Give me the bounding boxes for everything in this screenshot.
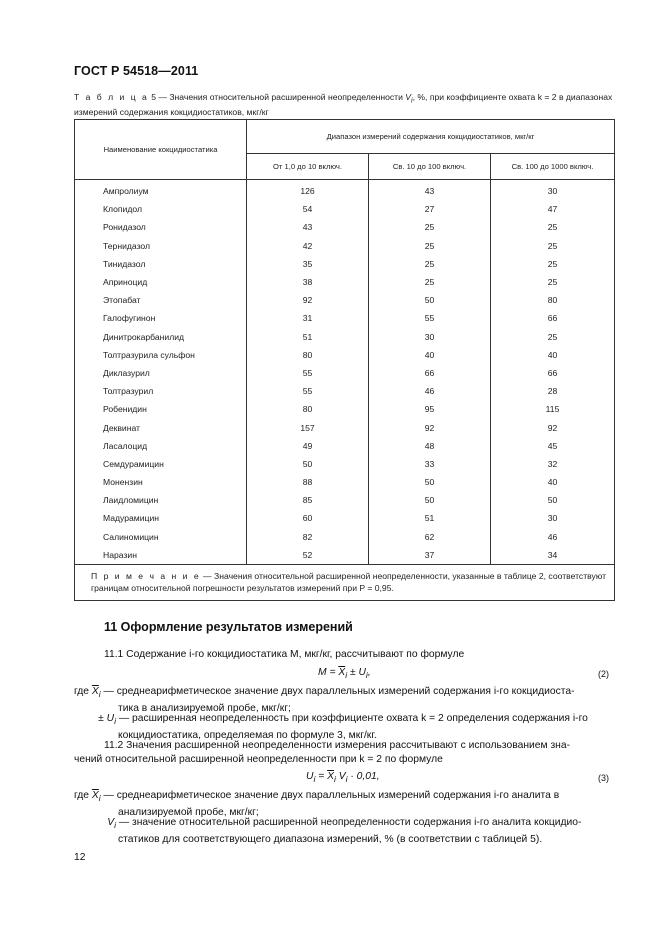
document-code: ГОСТ Р 54518—2011: [74, 64, 199, 78]
cell-range-3: 25: [491, 237, 615, 255]
cell-range-1: 52: [247, 546, 369, 565]
formula-2: [318, 666, 371, 683]
cell-range-2: 25: [369, 255, 491, 273]
cell-range-3: 25: [491, 328, 615, 346]
cell-range-2: 37: [369, 546, 491, 565]
table-caption-label: Т а б л и ц а: [74, 92, 149, 102]
cell-range-2: 40: [369, 346, 491, 364]
table-caption-var-sub: i: [411, 96, 413, 105]
cell-name: Ласалоцид: [75, 437, 247, 455]
table-row: [75, 546, 615, 565]
cell-name: Наразин: [75, 546, 247, 565]
cell-name: Ампролиум: [75, 180, 247, 201]
def2-text1: — расширенная неопределенность при коэффициенте охвата k = 2 определения содержания i-го: [116, 713, 588, 724]
formula-2-usub: i: [365, 670, 368, 681]
table-caption-rest: , %, при коэффициенте охвата k = 2 в диапазонах измерений содержания кокцидиостатиков, мкг/кг: [74, 92, 613, 118]
cell-range-1: 88: [247, 473, 369, 491]
cell-range-3: 92: [491, 418, 615, 436]
cell-name: Тинидазол: [75, 255, 247, 273]
cell-range-1: 157: [247, 418, 369, 436]
cell-name: Клопидол: [75, 200, 247, 218]
def3-text2: анализируемой пробе, мкг/кг;: [118, 806, 259, 818]
cell-name: Этопабат: [75, 291, 247, 309]
sub-header-2: Св. 10 до 100 включ.: [369, 154, 491, 180]
table-row: [75, 528, 615, 546]
def1-text2: тика в анализируемой пробе, мкг/кг;: [118, 702, 291, 714]
sub-header-1: От 1,0 до 10 включ.: [247, 154, 369, 180]
cell-name: Лаидломицин: [75, 491, 247, 509]
definition-u-i: [74, 712, 614, 742]
col-header-range: Диапазон измерений содержания кокцидиостатиков, мкг/кг: [247, 120, 615, 154]
def1-term-sub: i: [98, 689, 101, 700]
table-row: [75, 491, 615, 509]
table-row: [75, 328, 615, 346]
cell-name: Мадурамицин: [75, 509, 247, 527]
def3-text1: — среднеарифметическое значение двух параллельных измерений содержания i-го аналита в: [100, 790, 560, 801]
cell-range-2: 43: [369, 180, 491, 201]
cell-range-1: 42: [247, 237, 369, 255]
cell-range-3: 25: [491, 255, 615, 273]
definition-x-i: [74, 685, 614, 715]
def4-term: V: [107, 817, 115, 828]
formula-2-xsub: i: [345, 670, 348, 681]
formula-2-x: $\overline{X}$: [338, 667, 346, 678]
cell-range-3: 28: [491, 382, 615, 400]
def4-text2: статиков для соответствующего диапазона измерений, % (в соответствии с таблицей 5).: [118, 833, 543, 845]
formula-3-v: V: [335, 771, 346, 782]
cell-range-3: 115: [491, 400, 615, 418]
table-row: [75, 382, 615, 400]
table-row: [75, 418, 615, 436]
paragraph-11-2-line1: 11.2 Значения расширенной неопределенности измерения рассчитывают с использованием зна-: [104, 740, 571, 751]
def4-text1: — значение относительной расширенной неопределенности содержания i-го аналита кокцидио-: [116, 817, 582, 828]
table-row: [75, 473, 615, 491]
table-row: [75, 346, 615, 364]
table-note: [75, 564, 615, 600]
definition-x-i-2: [74, 789, 614, 819]
cell-name: Толтразурила сульфон: [75, 346, 247, 364]
cell-range-2: 66: [369, 364, 491, 382]
cell-range-3: 34: [491, 546, 615, 565]
formula-3-lhs: U: [306, 771, 314, 782]
cell-range-3: 66: [491, 364, 615, 382]
cell-range-3: 47: [491, 200, 615, 218]
formula-3-eq: =: [315, 771, 328, 782]
cell-name: Салиномицин: [75, 528, 247, 546]
cell-range-3: 50: [491, 491, 615, 509]
cell-range-2: 55: [369, 309, 491, 327]
cell-range-2: 27: [369, 200, 491, 218]
def1-term: $\overline{X}$: [91, 686, 99, 697]
cell-name: Априноцид: [75, 273, 247, 291]
note-label: П р и м е ч а н и е: [91, 570, 201, 581]
formula-3-number: (3): [598, 773, 609, 783]
cell-range-1: 54: [247, 200, 369, 218]
table-row: [75, 291, 615, 309]
cell-range-3: 66: [491, 309, 615, 327]
cell-range-1: 82: [247, 528, 369, 546]
cell-range-2: 62: [369, 528, 491, 546]
formula-3: [306, 770, 380, 787]
cell-range-3: 45: [491, 437, 615, 455]
def2-term-sub: i: [114, 716, 116, 727]
note-text: — Значения относительной расширенной неопределенности, указанные в таблице 2, соответствуют границам относительной погрешности результатов измерений при P = 0,95.: [91, 570, 607, 593]
formula-3-tail: · 0,01,: [347, 771, 380, 782]
paragraph-11-2-line2: чений относительной расширенной неопределенности при k = 2 по формуле: [74, 754, 443, 765]
table-row: [75, 200, 615, 218]
cell-range-2: 25: [369, 237, 491, 255]
cell-range-3: 32: [491, 455, 615, 473]
cell-range-2: 51: [369, 509, 491, 527]
formula-2-number: (2): [598, 669, 609, 679]
formula-3-lsub: i: [313, 774, 316, 785]
table-row: [75, 364, 615, 382]
def3-prefix: где: [74, 790, 92, 801]
cell-range-1: 92: [247, 291, 369, 309]
cell-range-1: 49: [247, 437, 369, 455]
cell-name: Семдурамицин: [75, 455, 247, 473]
section-title: 11 Оформление результатов измерений: [104, 620, 353, 634]
cell-range-1: 35: [247, 255, 369, 273]
cell-name: Монензин: [75, 473, 247, 491]
cell-range-1: 85: [247, 491, 369, 509]
cell-range-1: 55: [247, 364, 369, 382]
cell-range-1: 38: [247, 273, 369, 291]
cell-name: Робенидин: [75, 400, 247, 418]
cell-range-1: 80: [247, 346, 369, 364]
cell-range-3: 25: [491, 273, 615, 291]
def2-term: ± U: [98, 713, 115, 724]
cell-range-1: 55: [247, 382, 369, 400]
cell-name: Ронидазол: [75, 218, 247, 236]
cell-range-2: 46: [369, 382, 491, 400]
cell-range-2: 30: [369, 328, 491, 346]
uncertainty-table: [74, 119, 615, 601]
table-row: [75, 309, 615, 327]
cell-range-3: 40: [491, 346, 615, 364]
table-row: [75, 509, 615, 527]
cell-range-1: 126: [247, 180, 369, 201]
table-row: [75, 180, 615, 201]
page-number: 12: [74, 852, 86, 863]
cell-range-2: 95: [369, 400, 491, 418]
cell-name: Диклазурил: [75, 364, 247, 382]
cell-range-2: 50: [369, 291, 491, 309]
cell-range-3: 25: [491, 218, 615, 236]
formula-3-vsub: i: [345, 774, 348, 785]
table-row: [75, 437, 615, 455]
cell-range-2: 25: [369, 218, 491, 236]
cell-range-1: 51: [247, 328, 369, 346]
cell-range-2: 48: [369, 437, 491, 455]
table-caption-text: 5 — Значения относительной расширенной неопределенности: [151, 92, 403, 102]
paragraph-11-1: 11.1 Содержание i-го кокцидиостатика M, мкг/кг, рассчитывают по формуле: [104, 649, 465, 660]
def1-text1: — среднеарифметическое значение двух параллельных измерений содержания i-го кокцидиоста-: [100, 686, 575, 697]
table-row: [75, 255, 615, 273]
cell-range-3: 40: [491, 473, 615, 491]
cell-name: Толтразурил: [75, 382, 247, 400]
cell-range-1: 50: [247, 455, 369, 473]
cell-range-3: 30: [491, 180, 615, 201]
cell-range-1: 31: [247, 309, 369, 327]
cell-range-1: 60: [247, 509, 369, 527]
table-row: [75, 273, 615, 291]
definition-v-i: [74, 816, 614, 846]
cell-range-2: 92: [369, 418, 491, 436]
def4-term-sub: i: [114, 820, 116, 831]
def2-text2: кокцидиостатика, определяемая по формуле 3, мкг/кг.: [118, 729, 377, 741]
def1-prefix: где: [74, 686, 92, 697]
formula-2-lhs: M =: [318, 667, 339, 678]
table-caption-var: V: [405, 92, 412, 102]
sub-header-3: Св. 100 до 1000 включ.: [491, 154, 615, 180]
cell-name: Деквинат: [75, 418, 247, 436]
table-caption: [74, 92, 614, 119]
formula-3-x: $\overline{X}$: [327, 771, 334, 782]
cell-range-2: 50: [369, 491, 491, 509]
cell-name: Галофугинон: [75, 309, 247, 327]
cell-range-2: 33: [369, 455, 491, 473]
cell-range-3: 46: [491, 528, 615, 546]
table-row: [75, 218, 615, 236]
cell-range-2: 50: [369, 473, 491, 491]
cell-range-3: 30: [491, 509, 615, 527]
formula-3-xsub: i: [333, 774, 336, 785]
col-header-name: Наименование кокцидиостатика: [75, 120, 247, 180]
cell-range-1: 80: [247, 400, 369, 418]
cell-range-1: 43: [247, 218, 369, 236]
cell-name: Тернидазол: [75, 237, 247, 255]
cell-name: Динитрокарбанилид: [75, 328, 247, 346]
def3-term-sub: i: [98, 793, 101, 804]
formula-2-tail: ,: [367, 667, 371, 678]
cell-range-3: 80: [491, 291, 615, 309]
table-row: [75, 400, 615, 418]
cell-range-2: 25: [369, 273, 491, 291]
table-row: [75, 237, 615, 255]
def3-term: $\overline{X}$: [91, 790, 99, 801]
formula-2-mid: ± U: [347, 667, 366, 678]
table-row: [75, 455, 615, 473]
